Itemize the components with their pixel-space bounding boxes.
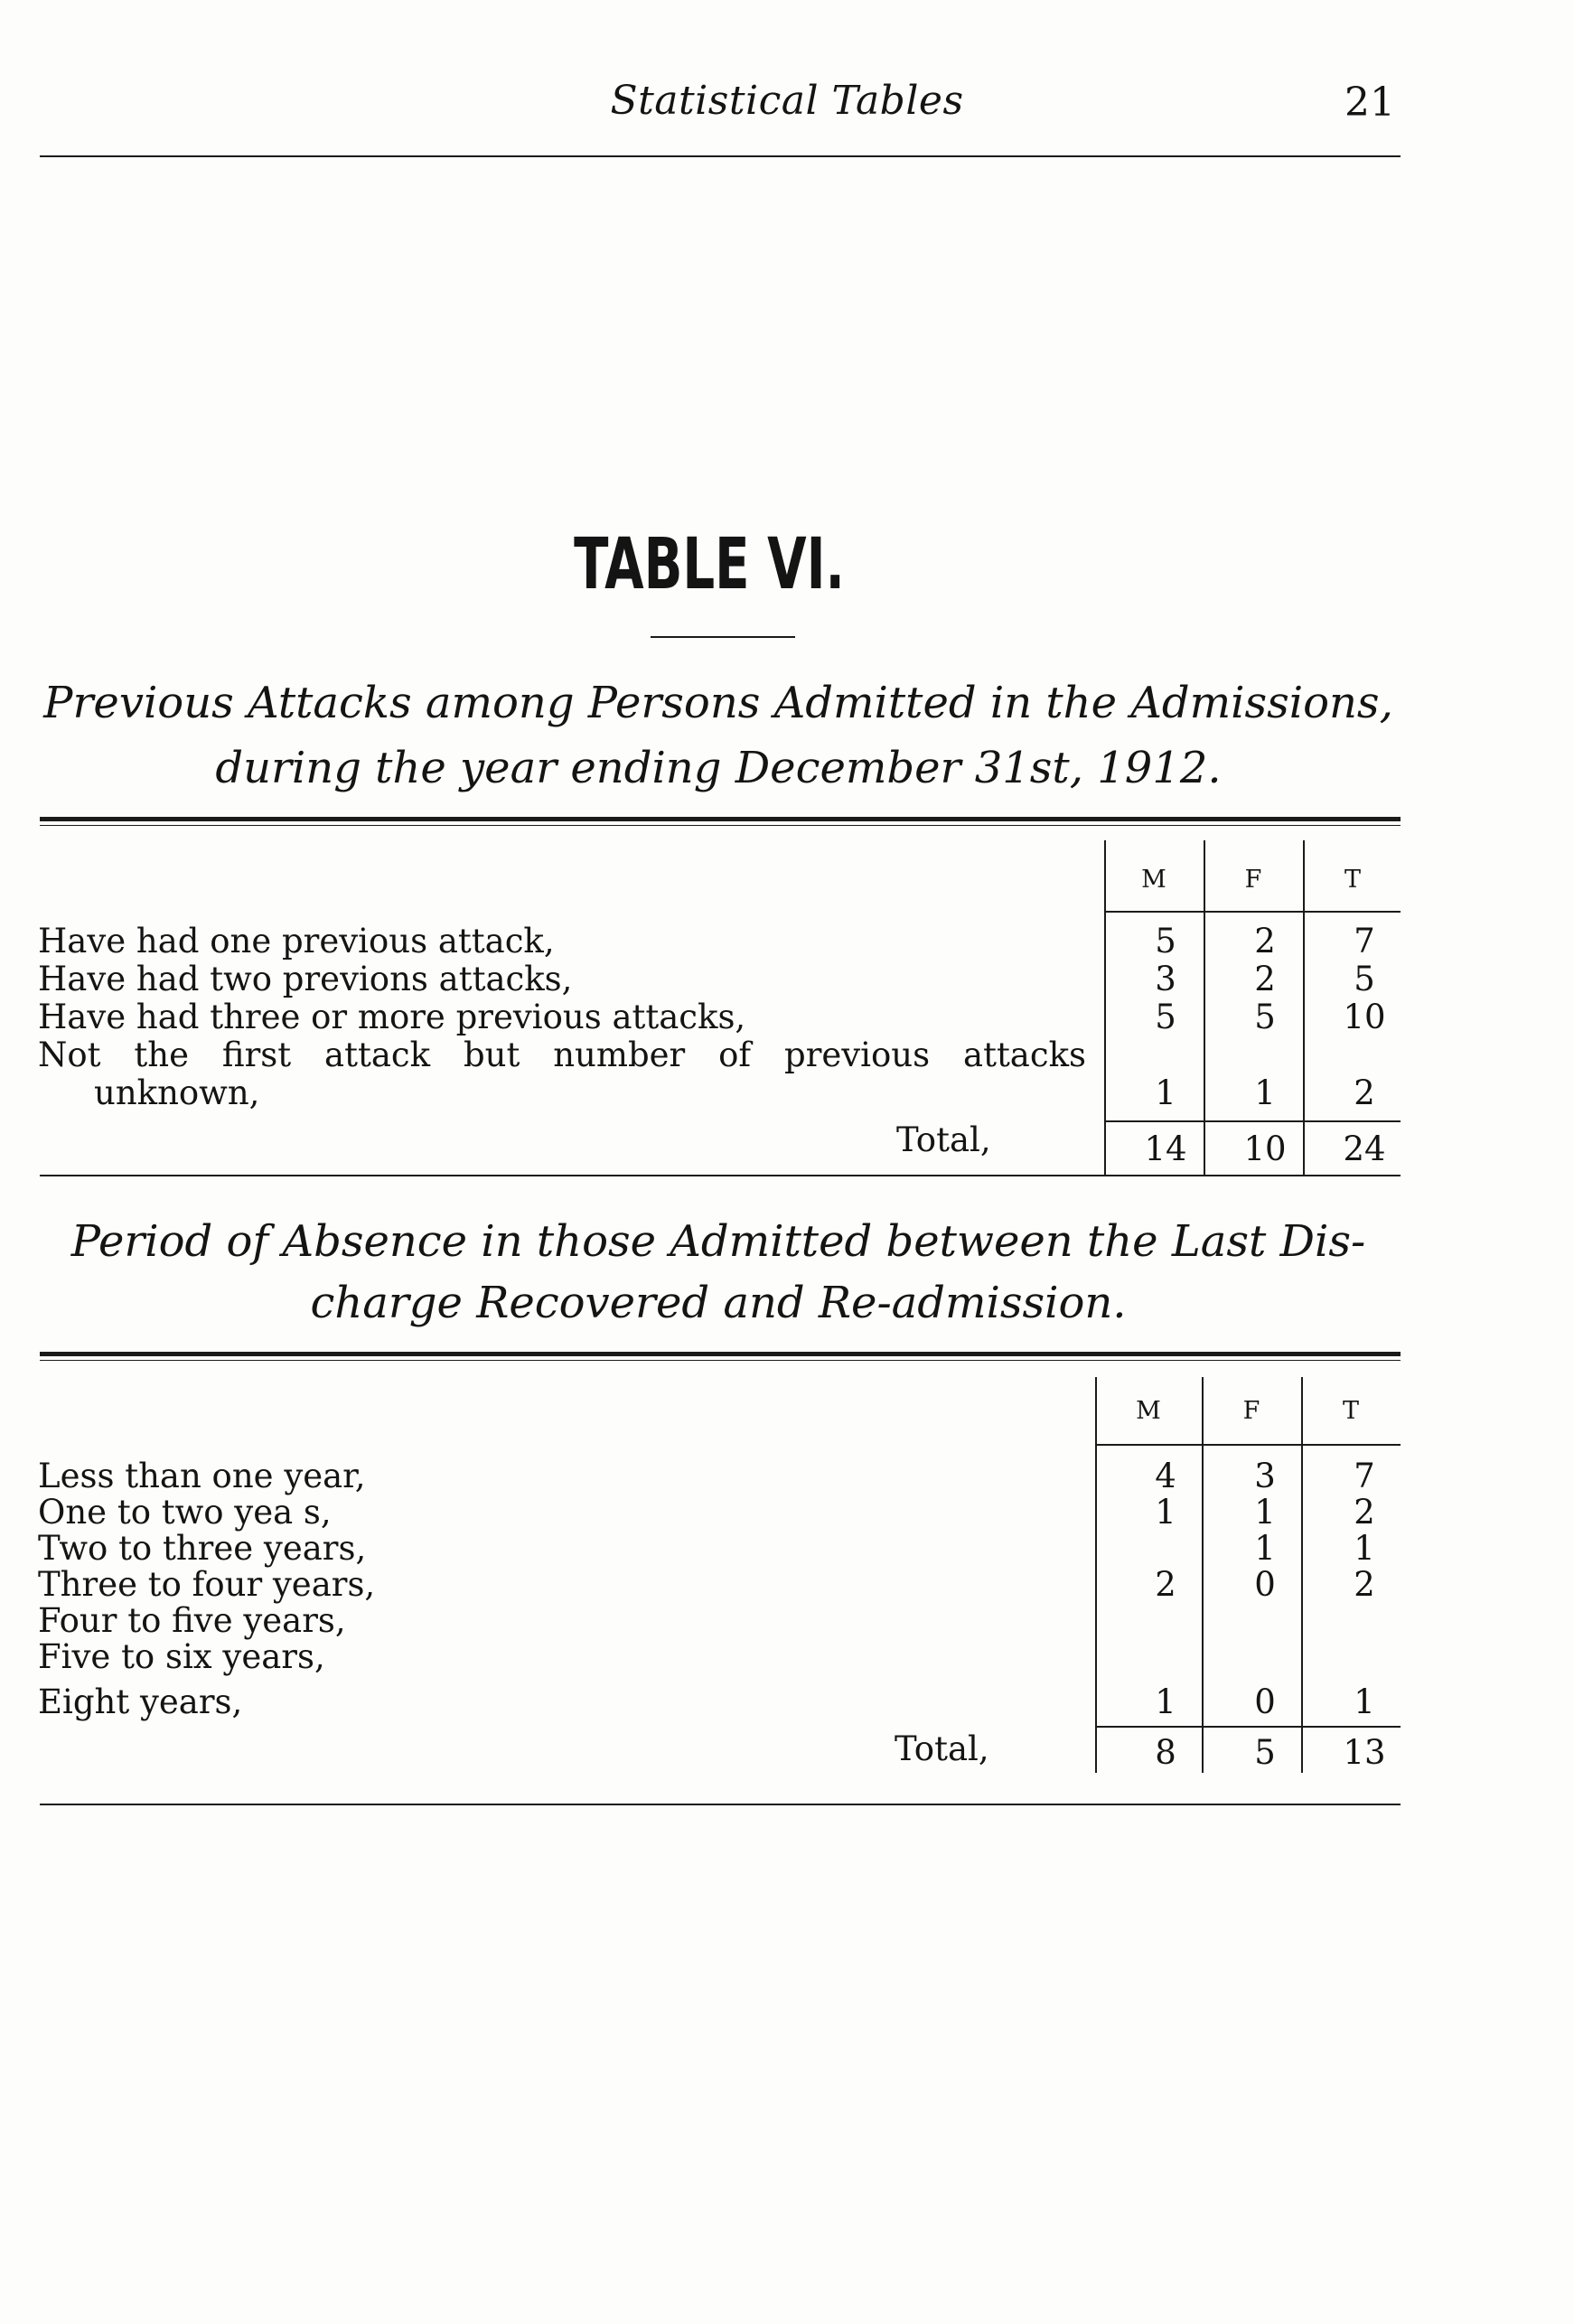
table-cell-f: 3 bbox=[1254, 1457, 1276, 1495]
table-cell-m: 1 bbox=[1155, 1682, 1176, 1721]
table-row-label: Have had two previons attacks, bbox=[38, 960, 573, 998]
table-row-label-continued: unknown, bbox=[94, 1073, 260, 1112]
table-row-label: Eight years, bbox=[38, 1682, 243, 1721]
table2-col-divider bbox=[1095, 1377, 1097, 1773]
table-row-label: Have had three or more previous attacks, bbox=[38, 998, 746, 1036]
table1-top-rule-thin bbox=[40, 825, 1401, 826]
table-cell-f: 0 bbox=[1254, 1565, 1276, 1604]
table-cell-f: 1 bbox=[1254, 1529, 1276, 1568]
table1-header-rule bbox=[1104, 911, 1401, 913]
table-cell-m: 5 bbox=[1155, 922, 1176, 961]
table-row-label: Not the first attack but number of previous attacks bbox=[38, 1035, 1086, 1074]
page-number: 21 bbox=[1344, 80, 1395, 126]
table-cell-m: 5 bbox=[1155, 998, 1176, 1036]
table-cell-f: 1 bbox=[1254, 1493, 1276, 1532]
table-cell-f: 2 bbox=[1254, 960, 1276, 998]
table1-caption-line2: during the year ending December 31st, 1912. bbox=[215, 743, 1222, 793]
table2-caption-line1: Period of Absence in those Admitted between the Last Dis- bbox=[70, 1216, 1366, 1267]
table2-col-header-t: T bbox=[1342, 1397, 1359, 1425]
table-row-label: Four to five years, bbox=[38, 1601, 346, 1640]
table-row-label: One to two yea s, bbox=[38, 1493, 332, 1532]
table1-total-label: Total, bbox=[896, 1120, 991, 1159]
table1-total-t: 24 bbox=[1343, 1129, 1386, 1168]
table-cell-m: 3 bbox=[1155, 960, 1176, 998]
table1-total-f: 10 bbox=[1243, 1129, 1287, 1168]
table-cell-m: 1 bbox=[1155, 1073, 1176, 1112]
table-cell-f: 1 bbox=[1254, 1073, 1276, 1112]
table-cell-t: 2 bbox=[1354, 1493, 1375, 1532]
table-cell-t: 10 bbox=[1343, 998, 1386, 1036]
table1-total-m: 14 bbox=[1144, 1129, 1187, 1168]
table1-bottom-rule bbox=[40, 1175, 1401, 1176]
table-cell-f: 5 bbox=[1254, 998, 1276, 1036]
table-heading: TABLE VI. bbox=[574, 524, 845, 605]
header-rule bbox=[40, 155, 1401, 157]
table-row-label: Five to six years, bbox=[38, 1637, 325, 1676]
table1-col-header-t: T bbox=[1344, 866, 1361, 894]
table1-caption-line1: Previous Attacks among Persons Admitted in the Admissions, bbox=[43, 678, 1393, 728]
table-cell-f: 0 bbox=[1254, 1682, 1276, 1721]
table-cell-t: 7 bbox=[1354, 922, 1375, 961]
table1-col-header-f: F bbox=[1244, 866, 1262, 894]
table-row-label: Less than one year, bbox=[38, 1457, 366, 1495]
table-row-label: Three to four years, bbox=[38, 1565, 376, 1604]
table2-total-t: 13 bbox=[1343, 1733, 1386, 1772]
table2-total-label: Total, bbox=[895, 1729, 989, 1768]
table2-col-header-m: M bbox=[1136, 1397, 1161, 1425]
table2-total-f: 5 bbox=[1254, 1733, 1276, 1772]
table-cell-f: 2 bbox=[1254, 922, 1276, 961]
table-row-label: Have had one previous attack, bbox=[38, 922, 555, 961]
table1-col-header-m: M bbox=[1141, 866, 1166, 894]
table-cell-t: 1 bbox=[1354, 1529, 1375, 1568]
heading-underline bbox=[651, 636, 795, 638]
table-cell-t: 2 bbox=[1354, 1565, 1375, 1604]
table-cell-m: 1 bbox=[1155, 1493, 1176, 1532]
table2-caption-line2: charge Recovered and Re-admission. bbox=[310, 1278, 1127, 1328]
table-cell-t: 7 bbox=[1354, 1457, 1375, 1495]
table-cell-m: 4 bbox=[1155, 1457, 1176, 1495]
table2-bottom-rule bbox=[40, 1804, 1401, 1805]
table-cell-t: 1 bbox=[1354, 1682, 1375, 1721]
table-row-label: Two to three years, bbox=[38, 1529, 367, 1568]
table-cell-t: 5 bbox=[1354, 960, 1375, 998]
table2-top-rule-thin bbox=[40, 1360, 1401, 1361]
running-header-title: Statistical Tables bbox=[610, 78, 964, 124]
table1-total-rule bbox=[1104, 1120, 1401, 1122]
table2-col-header-f: F bbox=[1242, 1397, 1260, 1425]
table1-top-rule bbox=[40, 817, 1401, 821]
table2-header-rule bbox=[1095, 1444, 1401, 1446]
table2-top-rule bbox=[40, 1352, 1401, 1356]
table2-total-m: 8 bbox=[1155, 1733, 1176, 1772]
table-cell-m: 2 bbox=[1155, 1565, 1176, 1604]
table2-total-rule bbox=[1095, 1726, 1401, 1728]
table-cell-t: 2 bbox=[1354, 1073, 1375, 1112]
